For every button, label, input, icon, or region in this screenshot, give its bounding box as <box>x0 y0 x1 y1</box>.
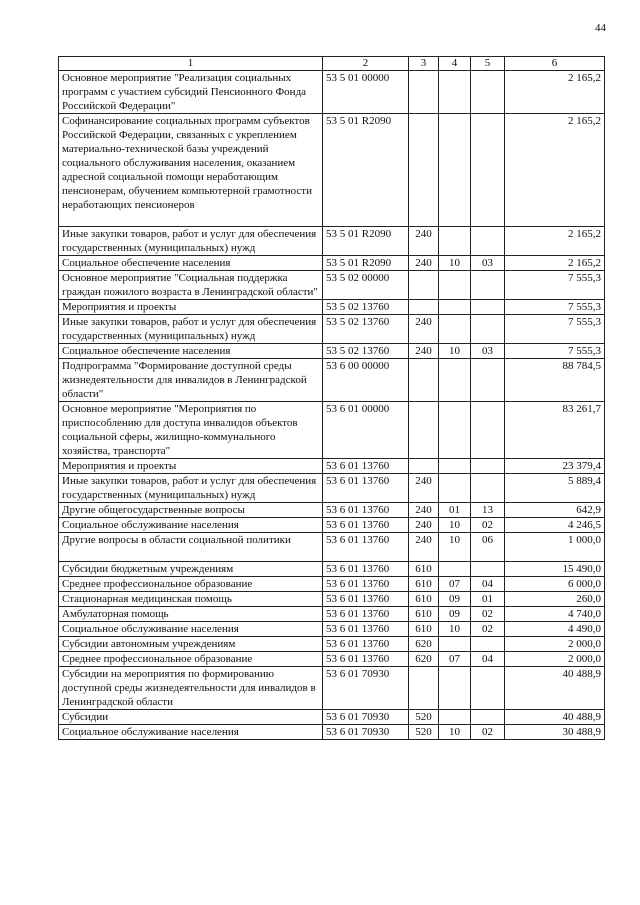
expense-name-cell: Субсидии автономным учреждениям <box>59 637 323 652</box>
expense-type-cell <box>409 459 439 474</box>
target-code-cell: 53 6 01 13760 <box>323 459 409 474</box>
subsection-code-cell: 04 <box>471 652 505 667</box>
subsection-code-cell <box>471 474 505 503</box>
target-code-cell: 53 6 01 13760 <box>323 518 409 533</box>
target-code-cell: 53 5 02 13760 <box>323 300 409 315</box>
section-code-cell: 10 <box>439 518 471 533</box>
section-code-cell <box>439 710 471 725</box>
section-code-cell <box>439 271 471 300</box>
table-header-row <box>59 57 605 71</box>
expense-type-cell: 610 <box>409 562 439 577</box>
expense-name-cell: Мероприятия и проекты <box>59 459 323 474</box>
section-code-cell <box>439 637 471 652</box>
expense-type-cell <box>409 667 439 710</box>
expense-name-cell: Мероприятия и проекты <box>59 300 323 315</box>
amount-cell: 6 000,0 <box>505 577 605 592</box>
amount-cell: 260,0 <box>505 592 605 607</box>
amount-cell: 642,9 <box>505 503 605 518</box>
subsection-code-cell <box>471 710 505 725</box>
amount-cell: 1 000,0 <box>505 533 605 562</box>
section-code-cell <box>439 459 471 474</box>
amount-cell: 4 740,0 <box>505 607 605 622</box>
header-col-2: 2 <box>323 57 409 71</box>
table-row <box>59 577 605 592</box>
amount-cell: 2 165,2 <box>505 256 605 271</box>
header-col-3: 3 <box>409 57 439 71</box>
target-code-cell: 53 6 01 13760 <box>323 607 409 622</box>
target-code-cell: 53 6 01 70930 <box>323 725 409 740</box>
subsection-code-cell: 02 <box>471 518 505 533</box>
expense-type-cell <box>409 114 439 227</box>
table-row <box>59 503 605 518</box>
table-row <box>59 300 605 315</box>
subsection-code-cell: 02 <box>471 622 505 637</box>
subsection-code-cell <box>471 114 505 227</box>
subsection-code-cell <box>471 315 505 344</box>
expense-type-cell: 240 <box>409 227 439 256</box>
section-code-cell <box>439 562 471 577</box>
table-row <box>59 592 605 607</box>
amount-cell: 2 165,2 <box>505 227 605 256</box>
expense-type-cell: 240 <box>409 533 439 562</box>
target-code-cell: 53 5 02 00000 <box>323 271 409 300</box>
table-row <box>59 271 605 300</box>
section-code-cell <box>439 114 471 227</box>
section-code-cell: 07 <box>439 652 471 667</box>
expense-type-cell: 520 <box>409 710 439 725</box>
subsection-code-cell <box>471 227 505 256</box>
expense-name-cell: Другие вопросы в области социальной политики <box>59 533 323 562</box>
subsection-code-cell: 02 <box>471 725 505 740</box>
table-row <box>59 637 605 652</box>
subsection-code-cell: 01 <box>471 592 505 607</box>
amount-cell: 4 490,0 <box>505 622 605 637</box>
table-row <box>59 667 605 710</box>
table-row <box>59 607 605 622</box>
table-row <box>59 315 605 344</box>
expense-name-cell: Софинансирование социальных программ субъектов Российской Федерации, связанных с укреплением материально-технической базы учреждений социального обслуживания населения, оказанием адресной социальной помощи неработающим пенсионерам, обучением компьютерной грамотности неработающих пенсионеров <box>59 114 323 227</box>
section-code-cell: 10 <box>439 622 471 637</box>
expense-type-cell: 520 <box>409 725 439 740</box>
expense-type-cell: 240 <box>409 315 439 344</box>
section-code-cell <box>439 667 471 710</box>
expense-type-cell: 240 <box>409 503 439 518</box>
expense-name-cell: Среднее профессиональное образование <box>59 652 323 667</box>
amount-cell: 7 555,3 <box>505 344 605 359</box>
expense-name-cell: Социальное обеспечение населения <box>59 344 323 359</box>
table-row <box>59 652 605 667</box>
budget-table <box>58 56 605 740</box>
subsection-code-cell <box>471 459 505 474</box>
section-code-cell: 10 <box>439 256 471 271</box>
expense-type-cell: 610 <box>409 622 439 637</box>
section-code-cell <box>439 315 471 344</box>
header-col-6: 6 <box>505 57 605 71</box>
section-code-cell <box>439 359 471 402</box>
subsection-code-cell: 03 <box>471 344 505 359</box>
subsection-code-cell <box>471 71 505 114</box>
table-row <box>59 359 605 402</box>
expense-name-cell: Социальное обслуживание населения <box>59 518 323 533</box>
section-code-cell <box>439 227 471 256</box>
expense-type-cell: 240 <box>409 474 439 503</box>
section-code-cell <box>439 71 471 114</box>
table-row <box>59 533 605 562</box>
subsection-code-cell <box>471 402 505 459</box>
subsection-code-cell: 02 <box>471 607 505 622</box>
target-code-cell: 53 5 01 00000 <box>323 71 409 114</box>
table-row <box>59 256 605 271</box>
amount-cell: 30 488,9 <box>505 725 605 740</box>
expense-name-cell: Амбулаторная помощь <box>59 607 323 622</box>
amount-cell: 2 165,2 <box>505 114 605 227</box>
amount-cell: 83 261,7 <box>505 402 605 459</box>
table-row <box>59 114 605 227</box>
header-col-5: 5 <box>471 57 505 71</box>
table-row <box>59 344 605 359</box>
expense-name-cell: Иные закупки товаров, работ и услуг для обеспечения государственных (муниципальных) нужд <box>59 315 323 344</box>
expense-type-cell: 610 <box>409 592 439 607</box>
target-code-cell: 53 6 01 13760 <box>323 533 409 562</box>
target-code-cell: 53 6 01 13760 <box>323 577 409 592</box>
expense-name-cell: Субсидии на мероприятия по формированию доступной среды жизнедеятельности для инвалидов в Ленинградской области <box>59 667 323 710</box>
expense-name-cell: Основное мероприятие "Социальная поддержка граждан пожилого возраста в Ленинградской области" <box>59 271 323 300</box>
expense-type-cell: 240 <box>409 256 439 271</box>
table-row <box>59 402 605 459</box>
subsection-code-cell <box>471 359 505 402</box>
amount-cell: 7 555,3 <box>505 271 605 300</box>
target-code-cell: 53 6 01 00000 <box>323 402 409 459</box>
header-col-1: 1 <box>59 57 323 71</box>
section-code-cell: 09 <box>439 607 471 622</box>
target-code-cell: 53 5 01 R2090 <box>323 256 409 271</box>
table-row <box>59 71 605 114</box>
expense-name-cell: Иные закупки товаров, работ и услуг для обеспечения государственных (муниципальных) нужд <box>59 227 323 256</box>
expense-type-cell <box>409 71 439 114</box>
target-code-cell: 53 5 01 R2090 <box>323 227 409 256</box>
target-code-cell: 53 5 02 13760 <box>323 344 409 359</box>
target-code-cell: 53 6 01 70930 <box>323 667 409 710</box>
section-code-cell: 10 <box>439 533 471 562</box>
expense-type-cell: 240 <box>409 344 439 359</box>
amount-cell: 40 488,9 <box>505 710 605 725</box>
section-code-cell <box>439 474 471 503</box>
expense-name-cell: Субсидии бюджетным учреждениям <box>59 562 323 577</box>
table-row <box>59 474 605 503</box>
expense-type-cell <box>409 271 439 300</box>
subsection-code-cell <box>471 562 505 577</box>
expense-type-cell <box>409 402 439 459</box>
section-code-cell: 07 <box>439 577 471 592</box>
target-code-cell: 53 5 02 13760 <box>323 315 409 344</box>
header-col-4: 4 <box>439 57 471 71</box>
expense-name-cell: Социальное обеспечение населения <box>59 256 323 271</box>
table-row <box>59 725 605 740</box>
subsection-code-cell <box>471 667 505 710</box>
amount-cell: 4 246,5 <box>505 518 605 533</box>
amount-cell: 88 784,5 <box>505 359 605 402</box>
target-code-cell: 53 5 01 R2090 <box>323 114 409 227</box>
expense-name-cell: Социальное обслуживание населения <box>59 622 323 637</box>
expense-type-cell: 240 <box>409 518 439 533</box>
expense-name-cell: Социальное обслуживание населения <box>59 725 323 740</box>
amount-cell: 23 379,4 <box>505 459 605 474</box>
amount-cell: 2 000,0 <box>505 652 605 667</box>
table-row <box>59 562 605 577</box>
expense-type-cell: 620 <box>409 637 439 652</box>
amount-cell: 5 889,4 <box>505 474 605 503</box>
subsection-code-cell <box>471 271 505 300</box>
expense-name-cell: Стационарная медицинская помощь <box>59 592 323 607</box>
expense-name-cell: Иные закупки товаров, работ и услуг для обеспечения государственных (муниципальных) нужд <box>59 474 323 503</box>
target-code-cell: 53 6 01 13760 <box>323 592 409 607</box>
page-number: 44 <box>595 22 606 34</box>
target-code-cell: 53 6 01 13760 <box>323 622 409 637</box>
expense-type-cell: 610 <box>409 577 439 592</box>
section-code-cell <box>439 402 471 459</box>
table-row <box>59 518 605 533</box>
table-row <box>59 710 605 725</box>
expense-name-cell: Среднее профессиональное образование <box>59 577 323 592</box>
section-code-cell: 09 <box>439 592 471 607</box>
table-row <box>59 227 605 256</box>
target-code-cell: 53 6 01 13760 <box>323 503 409 518</box>
section-code-cell: 10 <box>439 725 471 740</box>
expense-name-cell: Подпрограмма "Формирование доступной среды жизнедеятельности для инвалидов в Ленинградской области" <box>59 359 323 402</box>
section-code-cell <box>439 300 471 315</box>
target-code-cell: 53 6 01 13760 <box>323 637 409 652</box>
subsection-code-cell: 06 <box>471 533 505 562</box>
section-code-cell: 10 <box>439 344 471 359</box>
expense-type-cell: 620 <box>409 652 439 667</box>
expense-name-cell: Другие общегосударственные вопросы <box>59 503 323 518</box>
subsection-code-cell <box>471 637 505 652</box>
subsection-code-cell: 03 <box>471 256 505 271</box>
target-code-cell: 53 6 01 13760 <box>323 652 409 667</box>
target-code-cell: 53 6 01 13760 <box>323 562 409 577</box>
table-row <box>59 622 605 637</box>
expense-type-cell: 610 <box>409 607 439 622</box>
amount-cell: 40 488,9 <box>505 667 605 710</box>
target-code-cell: 53 6 00 00000 <box>323 359 409 402</box>
table-body <box>59 71 605 740</box>
subsection-code-cell: 04 <box>471 577 505 592</box>
expense-name-cell: Основное мероприятие "Реализация социальных программ с участием субсидий Пенсионного Фонда Российской Федерации" <box>59 71 323 114</box>
section-code-cell: 01 <box>439 503 471 518</box>
table-row <box>59 459 605 474</box>
amount-cell: 2 000,0 <box>505 637 605 652</box>
amount-cell: 15 490,0 <box>505 562 605 577</box>
amount-cell: 2 165,2 <box>505 71 605 114</box>
target-code-cell: 53 6 01 70930 <box>323 710 409 725</box>
amount-cell: 7 555,3 <box>505 300 605 315</box>
expense-name-cell: Основное мероприятие "Мероприятия по приспособлению для доступа инвалидов объектов социальной сферы, жилищно-коммунального хозяйства, транспорта" <box>59 402 323 459</box>
amount-cell: 7 555,3 <box>505 315 605 344</box>
target-code-cell: 53 6 01 13760 <box>323 474 409 503</box>
expense-name-cell: Субсидии <box>59 710 323 725</box>
subsection-code-cell <box>471 300 505 315</box>
expense-type-cell <box>409 300 439 315</box>
subsection-code-cell: 13 <box>471 503 505 518</box>
expense-type-cell <box>409 359 439 402</box>
